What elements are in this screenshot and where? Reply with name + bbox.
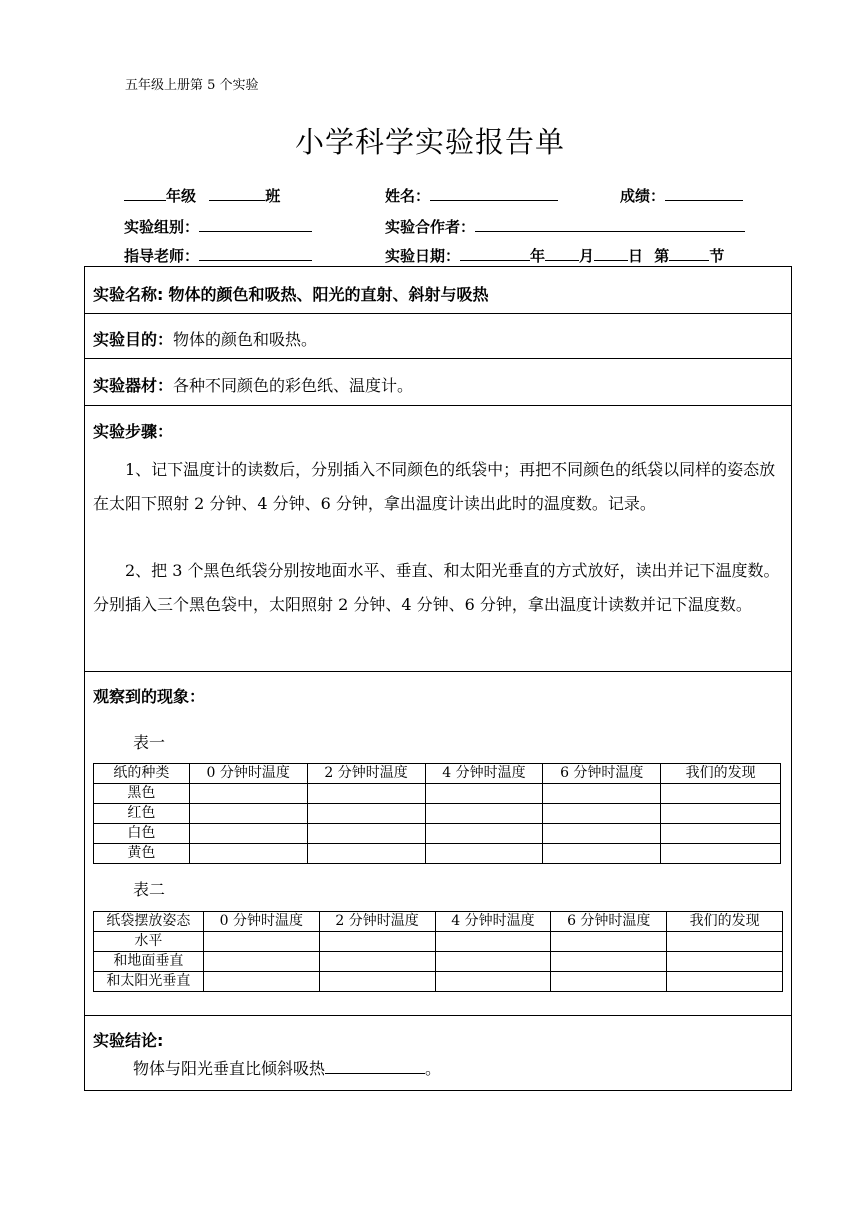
table-header-cell: 6 分钟时温度 (551, 912, 667, 932)
date-label: 实验日期： (385, 247, 461, 265)
divider (85, 358, 791, 359)
data-cell[interactable] (435, 972, 551, 992)
name-field (385, 185, 558, 206)
data-cell[interactable] (543, 784, 661, 804)
grade-label: 年级 (166, 187, 197, 205)
data-cell[interactable] (189, 804, 307, 824)
step-1: 1、记下温度计的读数后，分别插入不同颜色的纸袋中；再把不同颜色的纸袋以同样的姿态放在太阳下照射 2 分钟、4 分钟、6 分钟，拿出温度计读出此时的温度数。记录。 (93, 460, 776, 513)
data-cell[interactable] (435, 932, 551, 952)
teacher-field (124, 245, 312, 266)
grade-class-field (124, 185, 280, 206)
purpose-row (93, 327, 317, 350)
data-cell[interactable] (203, 972, 319, 992)
data-cell[interactable] (307, 804, 425, 824)
data-cell[interactable] (319, 952, 435, 972)
data-cell[interactable] (543, 804, 661, 824)
teacher-label: 指导老师： (124, 247, 200, 265)
table-header-cell: 纸袋摆放姿态 (94, 912, 204, 932)
name-label: 姓名： (385, 187, 431, 205)
data-cell[interactable] (667, 932, 783, 952)
conclusion-text (133, 1056, 441, 1079)
row-label: 黑色 (94, 784, 190, 804)
table-header-cell: 我们的发现 (667, 912, 783, 932)
data-cell[interactable] (551, 972, 667, 992)
name-blank[interactable] (430, 186, 558, 201)
class-label: 班 (265, 187, 281, 205)
data-cell[interactable] (425, 844, 543, 864)
row-label: 白色 (94, 824, 190, 844)
table-row (94, 784, 781, 804)
period-suffix: 节 (709, 247, 725, 265)
divider (85, 313, 791, 314)
data-cell[interactable] (661, 824, 781, 844)
data-cell[interactable] (543, 824, 661, 844)
row-label: 和地面垂直 (94, 952, 204, 972)
data-cell[interactable] (543, 844, 661, 864)
period-blank[interactable] (669, 246, 709, 261)
table-row (94, 844, 781, 864)
table-header-cell: 纸的种类 (94, 764, 190, 784)
data-cell[interactable] (667, 952, 783, 972)
table-header-cell: 6 分钟时温度 (543, 764, 661, 784)
page-title: 小学科学实验报告单 (294, 125, 565, 159)
row-label: 红色 (94, 804, 190, 824)
conclusion-before: 物体与阳光垂直比倾斜吸热 (133, 1059, 326, 1078)
grade-blank[interactable] (124, 186, 166, 201)
table-row (94, 972, 783, 992)
table-header-cell: 4 分钟时温度 (435, 912, 551, 932)
table1-caption: 表一 (133, 733, 166, 752)
row-label: 和太阳光垂直 (94, 972, 204, 992)
date-field (385, 245, 724, 266)
data-cell[interactable] (425, 784, 543, 804)
score-label: 成绩： (620, 187, 666, 205)
table-header-row (94, 912, 783, 932)
data-cell[interactable] (307, 844, 425, 864)
group-label: 实验组别： (124, 218, 200, 236)
data-cell[interactable] (661, 804, 781, 824)
data-cell[interactable] (551, 952, 667, 972)
period-prefix: 第 (654, 247, 670, 265)
equipment-label: 实验器材： (93, 376, 174, 395)
data-cell[interactable] (189, 844, 307, 864)
data-cell[interactable] (203, 952, 319, 972)
purpose-value: 物体的颜色和吸热。 (173, 330, 318, 349)
table-header-row (94, 764, 781, 784)
data-cell[interactable] (189, 824, 307, 844)
purpose-label: 实验目的： (93, 330, 174, 349)
table2-caption: 表二 (133, 880, 166, 899)
divider (85, 405, 791, 406)
data-cell[interactable] (203, 932, 319, 952)
month-blank[interactable] (545, 246, 579, 261)
divider (85, 1015, 791, 1016)
data-cell[interactable] (551, 932, 667, 952)
table2 (93, 911, 783, 992)
year-blank[interactable] (460, 246, 530, 261)
data-cell[interactable] (319, 972, 435, 992)
table-row (94, 932, 783, 952)
partner-blank[interactable] (475, 217, 745, 232)
table1 (93, 763, 781, 864)
table-header-cell: 4 分钟时温度 (425, 764, 543, 784)
data-cell[interactable] (661, 784, 781, 804)
table-header-cell: 2 分钟时温度 (319, 912, 435, 932)
teacher-blank[interactable] (199, 246, 312, 261)
conclusion-blank[interactable] (325, 1059, 425, 1074)
year-label: 年 (530, 247, 546, 265)
data-cell[interactable] (425, 824, 543, 844)
steps-label: 实验步骤： (93, 422, 174, 441)
data-cell[interactable] (307, 784, 425, 804)
data-cell[interactable] (319, 932, 435, 952)
experiment-name-row (93, 282, 489, 305)
conclusion-after: 。 (425, 1059, 442, 1078)
row-label: 水平 (94, 932, 204, 952)
table-row (94, 804, 781, 824)
step-2: 2、把 3 个黑色纸袋分别按地面水平、垂直、和太阳光垂直的方式放好，读出并记下温度数。分别插入三个黑色袋中，太阳照射 2 分钟、4 分钟、6 分钟，拿出温度计读数并记下温度数。 (93, 561, 780, 614)
table-row (94, 952, 783, 972)
month-label: 月 (579, 247, 595, 265)
observation-label: 观察到的现象： (93, 687, 206, 706)
score-field (620, 185, 743, 206)
experiment-name-value: 物体的颜色和吸热、阳光的直射、斜射与吸热 (168, 285, 489, 304)
class-blank[interactable] (209, 186, 265, 201)
table-header-cell: 0 分钟时温度 (189, 764, 307, 784)
score-blank[interactable] (665, 186, 743, 201)
divider (85, 671, 791, 672)
group-field (124, 216, 312, 237)
row-label: 黄色 (94, 844, 190, 864)
partner-field (385, 216, 745, 237)
table-row (94, 824, 781, 844)
equipment-row (93, 373, 413, 396)
grade-note: 五年级上册第 5 个实验 (125, 78, 259, 93)
report-frame (84, 266, 792, 1091)
data-cell[interactable] (667, 972, 783, 992)
conclusion-label: 实验结论: (93, 1031, 164, 1050)
day-label: 日 (628, 247, 644, 265)
data-cell[interactable] (307, 824, 425, 844)
data-cell[interactable] (661, 844, 781, 864)
partner-label: 实验合作者： (385, 218, 476, 236)
day-blank[interactable] (594, 246, 628, 261)
equipment-value: 各种不同颜色的彩色纸、温度计。 (173, 376, 414, 395)
table-header-cell: 我们的发现 (661, 764, 781, 784)
experiment-name-label: 实验名称: (93, 285, 164, 304)
data-cell[interactable] (189, 784, 307, 804)
data-cell[interactable] (425, 804, 543, 824)
table-header-cell: 2 分钟时温度 (307, 764, 425, 784)
data-cell[interactable] (435, 952, 551, 972)
table-header-cell: 0 分钟时温度 (203, 912, 319, 932)
group-blank[interactable] (199, 217, 312, 232)
